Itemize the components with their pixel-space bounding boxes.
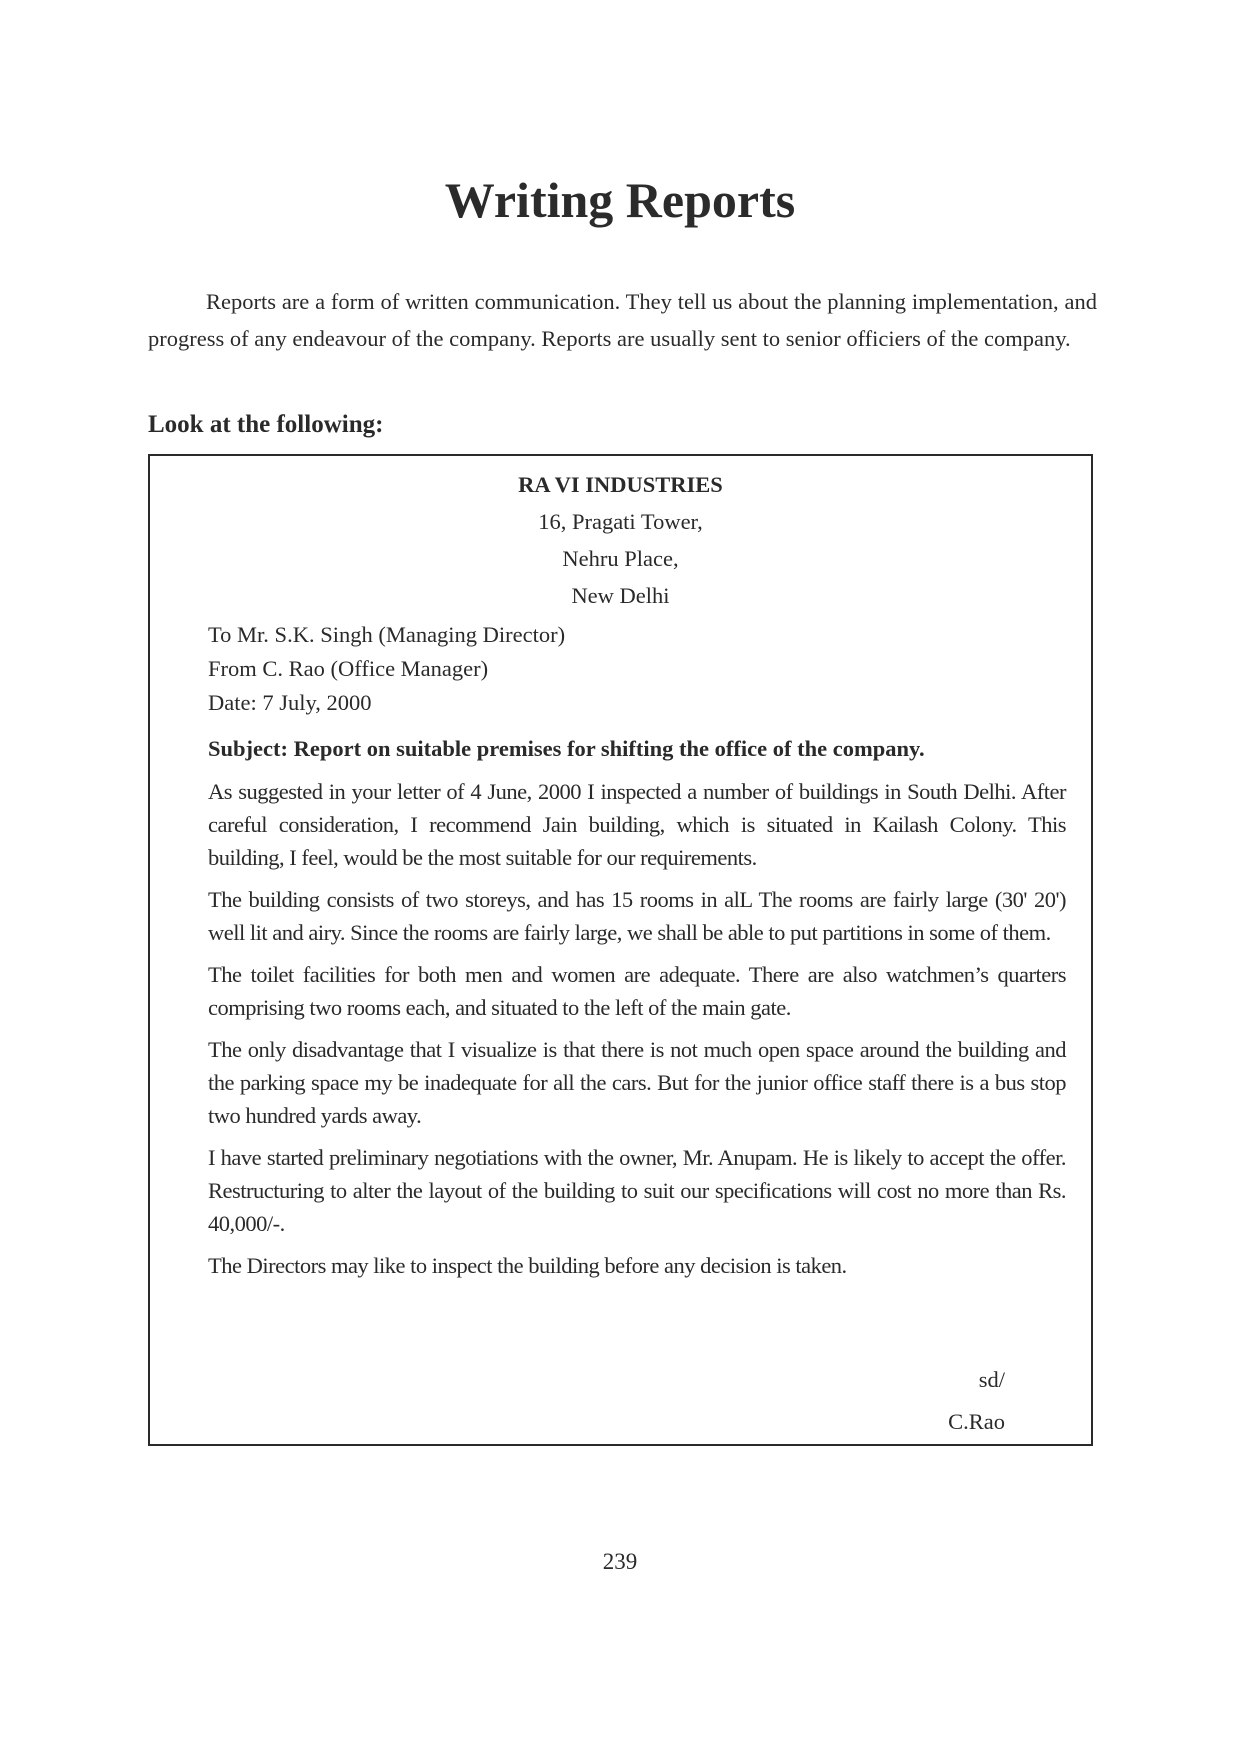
intro-text: Reports are a form of written communication. They tell us about the planning implementation, and progress of any endeavour of the company. Reports are usually sent to senior officiers of the company. bbox=[148, 289, 1097, 351]
memo-date: Date: 7 July, 2000 bbox=[208, 690, 372, 715]
body-paragraph: I have started preliminary negotiations with the owner, Mr. Anupam. He is likely to accept the offer. Restructuring to alter the layout of the building to suit our specifications will cost no more than Rs. 40,000/-. bbox=[208, 1145, 1066, 1236]
intro-paragraph bbox=[148, 283, 1097, 357]
body-paragraph: The toilet facilities for both men and women are adequate. There are also watchmen’s quarters comprising two rooms each, and situated to the left of the main gate. bbox=[208, 962, 1066, 1020]
memo-to: To Mr. S.K. Singh (Managing Director) bbox=[208, 622, 566, 647]
page-number: 239 bbox=[602, 1549, 638, 1574]
memo-header bbox=[208, 618, 565, 720]
report-box bbox=[148, 454, 1093, 1446]
company-header bbox=[150, 466, 1091, 614]
memo-from: From C. Rao (Office Manager) bbox=[208, 656, 489, 681]
signature-block bbox=[948, 1359, 1005, 1443]
page-title: Writing Reports bbox=[444, 172, 796, 228]
body-paragraph: As suggested in your letter of 4 June, 2000 I inspected a number of buildings in South Delhi. After careful consideration, I recommend Jain building, which is situated in Kailash Colony. This building, I feel, would be the most suitable for our requirements. bbox=[208, 779, 1066, 870]
signature-name: C.Rao bbox=[948, 1409, 1005, 1434]
body-paragraph: The building consists of two storeys, and has 15 rooms in alL The rooms are fairly large (30' 20') well lit and airy. Since the rooms are fairly large, we shall be able to put partitions in some of them. bbox=[208, 887, 1066, 945]
address-line: Nehru Place, bbox=[562, 546, 679, 571]
signature-mark: sd/ bbox=[978, 1367, 1005, 1392]
report-body bbox=[208, 775, 1066, 1291]
body-paragraph: The Directors may like to inspect the building before any decision is taken. bbox=[208, 1253, 847, 1278]
company-name: RA VI INDUSTRIES bbox=[518, 472, 723, 497]
address-line: New Delhi bbox=[571, 583, 670, 608]
memo-subject: Subject: Report on suitable premises for shifting the office of the company. bbox=[208, 736, 925, 761]
section-heading: Look at the following: bbox=[148, 411, 384, 438]
body-paragraph: The only disadvantage that I visualize is that there is not much open space around the building and the parking space my be inadequate for all the cars. But for the junior office staff there is a bus stop two hundred yards away. bbox=[208, 1037, 1066, 1128]
address-line: 16, Pragati Tower, bbox=[538, 509, 703, 534]
